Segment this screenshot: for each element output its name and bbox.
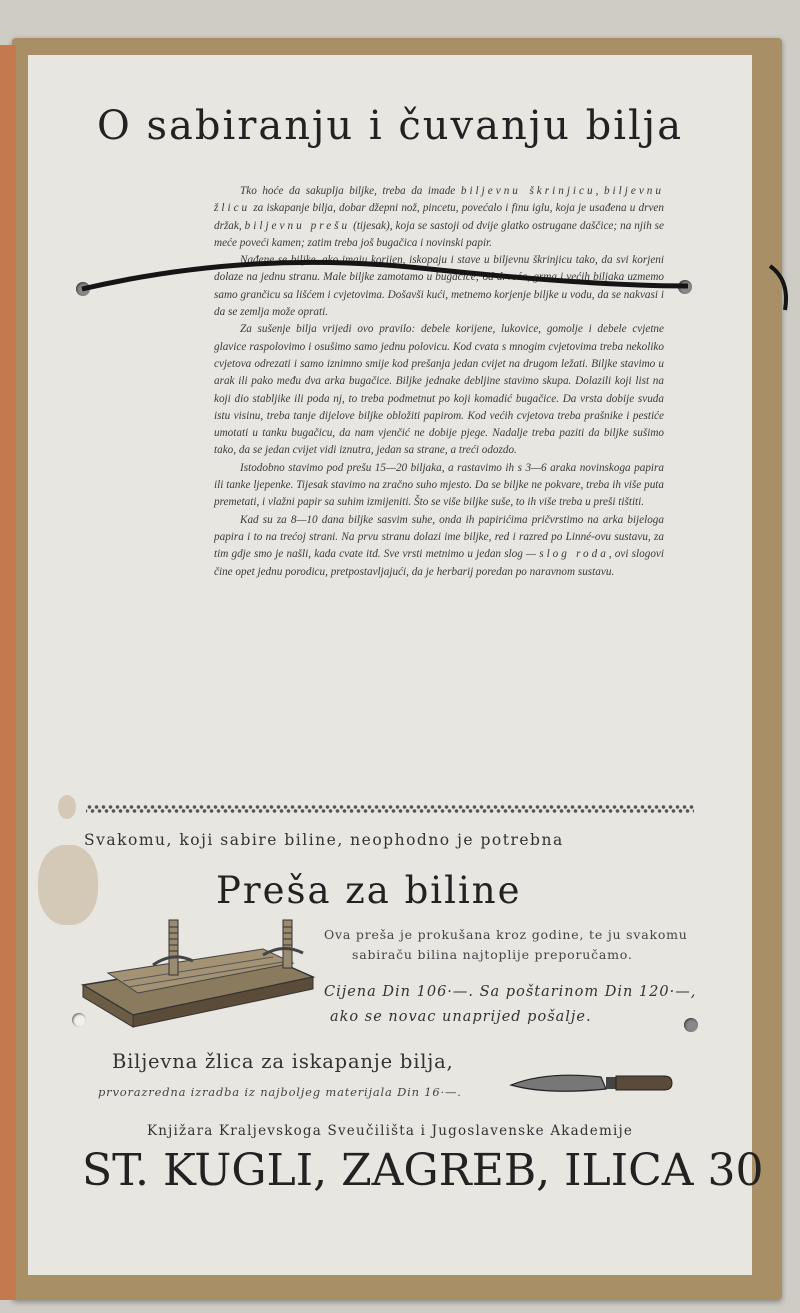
plant-press-icon <box>63 915 323 1035</box>
spoon-description: prvorazredna izradba iz najboljeg materijala Din 16·—. <box>98 1085 462 1099</box>
dotted-divider <box>86 805 694 813</box>
press-title: Preša za biline <box>216 869 522 912</box>
paragraph-5: Kad su za 8—10 dana biljke sasvim suhe, onda ih papirićima pričvrstimo na arka bijeloga papira i to na trećoj strani. Na prvu stranu dolazi ime biljke, red i razred po Linné-ovu sustavu, za tim gdje smo je našli, kada cvate itd. Sve vrsti metnimo u jedan slog — slog roda, ovi slogovi čine opet jednu porodicu, pretpostavljajući, da je herbarij poredan po naravnom sustavu. <box>214 513 664 578</box>
paragraph-1: Tko hoće da sakuplja biljke, treba da imade biljevnu škrinjicu, biljevnu žlicu za iskapanje bilja, dobar džepni nož, pincetu, povećalo i finu iglu, koja je usađena u drven držak, biljevnu prešu (tijesak), koja se sastoji od dvije glatko ostrugane daščice; na njih se meće poveći kamen; zatim treba još bugačica i novinski papir. <box>214 185 664 249</box>
press-description: Ova preša je prokušana kroz godine, te ju svakomu sabiraču bilina najtoplije preporučamo. <box>324 927 688 962</box>
paper-stain <box>38 845 98 925</box>
page-title: O sabiranju i čuvanju bilja <box>96 103 684 149</box>
publisher-address: ST. KUGLI, ZAGREB, ILICA 30 <box>82 1145 764 1196</box>
punch-hole <box>684 1018 698 1032</box>
ad-intro: Svakomu, koji sabire biline, neophodno je potrebna <box>84 831 564 849</box>
paragraph-2: Nađene se biljke, ako imaju korijen, iskopaju i stave u biljevnu škrinjicu tako, da svi korjeni dolaze na jednu stranu. Male biljke zamotamo u bugačice; od drveća, grma i većih biljaka uzmemo samo grančicu sa lišćem i cvjetovima. Došavši kući, metnemo korjenje biljke u vodu, da se nakvasi i da se zemlja može oprati. <box>214 254 664 319</box>
paragraph-4: Istodobno stavimo pod prešu 15—20 biljaka, a rastavimo ih s 3—6 araka novinskoga papira ili tanke ljepenke. Tijesak stavimo na zračno suho mjesto. Da se biljke ne pokvare, treba ih više puta premetati, i vlažni papir sa suhim izmijeniti. Što se više biljke suše, to ih više treba u preši tištiti. <box>214 461 664 509</box>
paper-stain <box>58 795 76 819</box>
press-price: Cijena Din 106·—. Sa poštarinom Din 120·—, ako se novac unaprijed pošalje. <box>324 984 697 1025</box>
spoon-title: Biljevna žlica za iskapanje bilja, <box>112 1050 454 1073</box>
paragraph-3: Za sušenje bilja vrijedi ovo pravilo: debele korijene, lukovice, gomolje i debele cvjetne glavice raspolovimo i osušimo samo jednu polovicu. Kod cvata s mnogim cvjetovima treba nekoliko cvjetova odrezati i samo iznimno smije kod prešanja jedan cvijet na drugom ležati. Biljke stavimo u arak ili pako među dva arka bugačice. Biljke jednake debljine stavimo skupa. Dolazili koji list na koji dio stabljike ili poda nj, to treba podmetnut po koji komadić bugačice. Da vrsta dobije svuda istu visinu, treba tanje dijelove biljke obložiti papirom. Kod većih cvjetova treba prašnike i pestiće umotati u tanku bugačicu, da nam vjenčić ne dobije pjege. Nadalje treba paziti da biljke sušimo tako, da se jedan cvijet vidi iznutra, jedan sa strane, a treći odozdo. <box>214 323 664 457</box>
punch-hole <box>72 1013 86 1027</box>
trowel-icon <box>506 1063 676 1103</box>
publisher-line: Knjižara Kraljevskoga Sveučilišta i Jugoslavenske Akademije <box>146 1123 634 1139</box>
binding-string <box>0 0 800 320</box>
